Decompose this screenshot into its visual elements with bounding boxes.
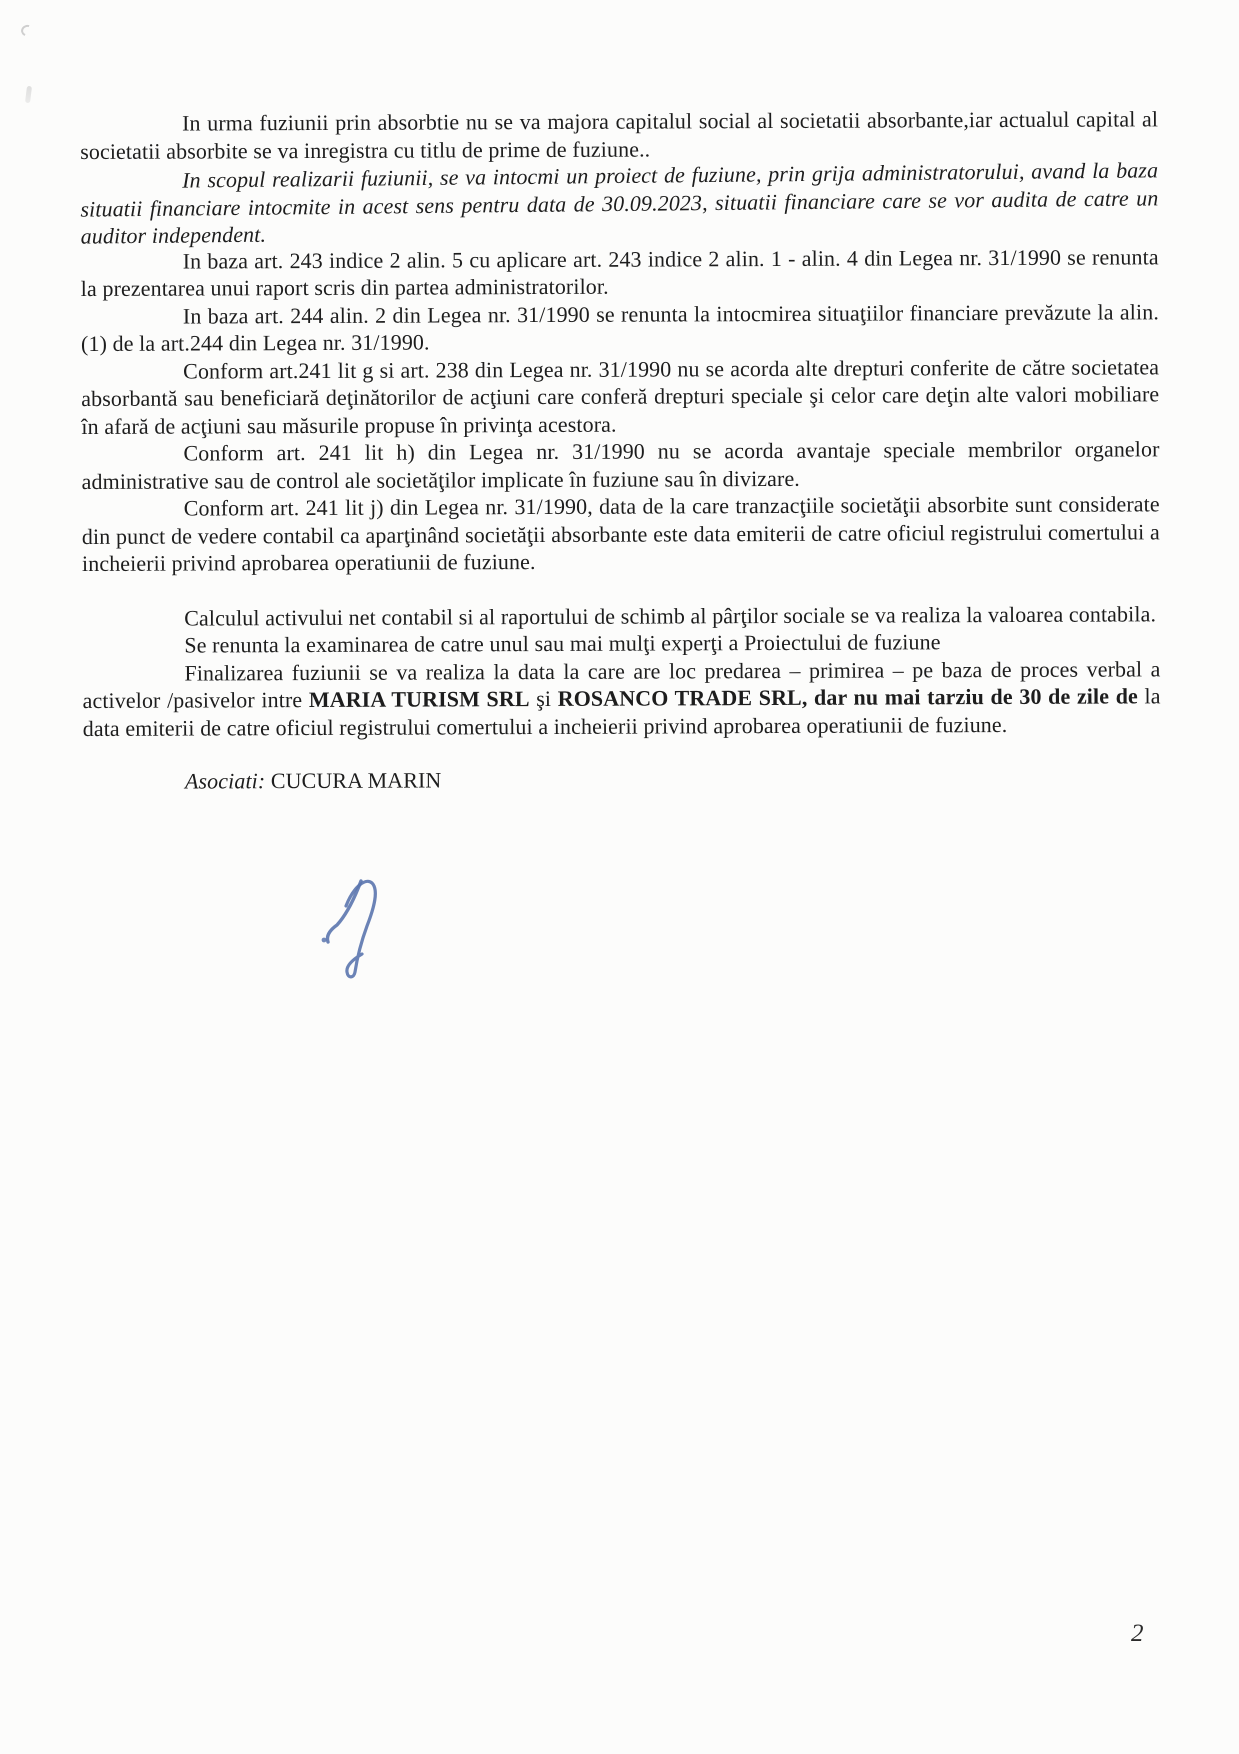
scan-artifact <box>25 86 32 103</box>
text-run: şi <box>529 685 558 712</box>
scan-artifact <box>19 23 35 38</box>
text-run: In baza art. 243 indice 2 alin. 5 cu aplicare art. 243 indice 2 alin. 1 - alin. 4 din Legea nr. 31/1990 se renunta la prezentarea unui raport scris din partea administratorilor. <box>80 243 1159 301</box>
paragraph <box>82 600 1160 632</box>
text-run: ROSANCO TRADE SRL, dar nu mai tarziu de 30 de zile de <box>557 683 1138 711</box>
text-run: Calculul activului net contabil si al raportului de schimb al pârţilor sociale se va realiza la valoarea contabila. <box>184 600 1157 631</box>
document-body <box>80 105 1161 742</box>
paragraph <box>81 298 1159 358</box>
text-run: MARIA TURISM SRL <box>308 686 530 713</box>
text-run: In baza art. 244 alin. 2 din Legea nr. 31/1990 se renunta la intocmirea situaţiilor financiare prevăzute la alin. (1) de la art.244 din Legea nr. 31/1990. <box>80 298 1159 356</box>
signatory-name: CUCURA MARIN <box>270 767 442 794</box>
text-run: In scopul realizarii fuziunii, se va intocmi un proiect de fuziune, prin grija administratorului, avand la baza situatii financiare intocmite in acest sens pentru data de 30.09.2023, situatii financiare care se vor audita de catre un auditor independent. <box>80 157 1159 249</box>
text-run: Conform art. 241 lit j) din Legea nr. 31/1990, data de la care tranzacţiile societăţii absorbite sunt considerate din punct de vedere contabil ca aparţinând societăţii absorbante este data emiterii de catre oficiul registrului comertului a incheierii privind aprobarea operatiunii de fuziune. <box>81 491 1160 576</box>
signatory-label: Asociati: <box>184 768 271 794</box>
paragraph <box>80 156 1159 250</box>
text-run: Se renunta la examinarea de catre unul sau mai mulţi experţi a Proiectului de fuziune <box>184 629 941 658</box>
paragraph <box>82 490 1160 577</box>
text-run: In urma fuziunii prin absorbtie nu se va majora capitalul social al societatii absorbante,iar actualul capital al societatii absorbite se va inregistra cu titlu de prime de fuziune.. <box>80 106 1159 164</box>
document-body-wrapper <box>80 105 1161 795</box>
text-run: la data emiterii de catre oficiul registrului comertului a incheierii privind aprobarea operatiunii de fuziune. <box>82 683 1161 741</box>
paragraph <box>81 353 1159 440</box>
page-number: 2 <box>1131 1620 1144 1647</box>
signatory-line <box>83 763 1161 795</box>
handwritten-signature-icon <box>316 864 386 982</box>
text-run: Conform art. 241 lit h) din Legea nr. 31/1990 nu se acorda avantaje speciale membrilor organelor administrative sau de control ale societăţilor implicate în fuziune sau în divizare. <box>81 436 1160 494</box>
paragraph <box>82 655 1160 742</box>
paragraph <box>81 243 1159 303</box>
paragraph <box>81 435 1159 495</box>
text-run: Conform art.241 lit g si art. 238 din Legea nr. 31/1990 nu se acorda alte drepturi conferite de către societatea absorbantă sau beneficiară deţinătorilor de acţiuni care conferă drepturi speciale şi celor care deţin alte valori mobiliare în afară de acţiuni sau măsurile propuse în privinţa acestora. <box>81 353 1160 439</box>
paragraph <box>80 105 1158 165</box>
text-run: Finalizarea fuziunii se va realiza la data la care are loc predarea – primirea – pe baza de proces verbal a activelor /pasivelor intre <box>82 655 1161 713</box>
